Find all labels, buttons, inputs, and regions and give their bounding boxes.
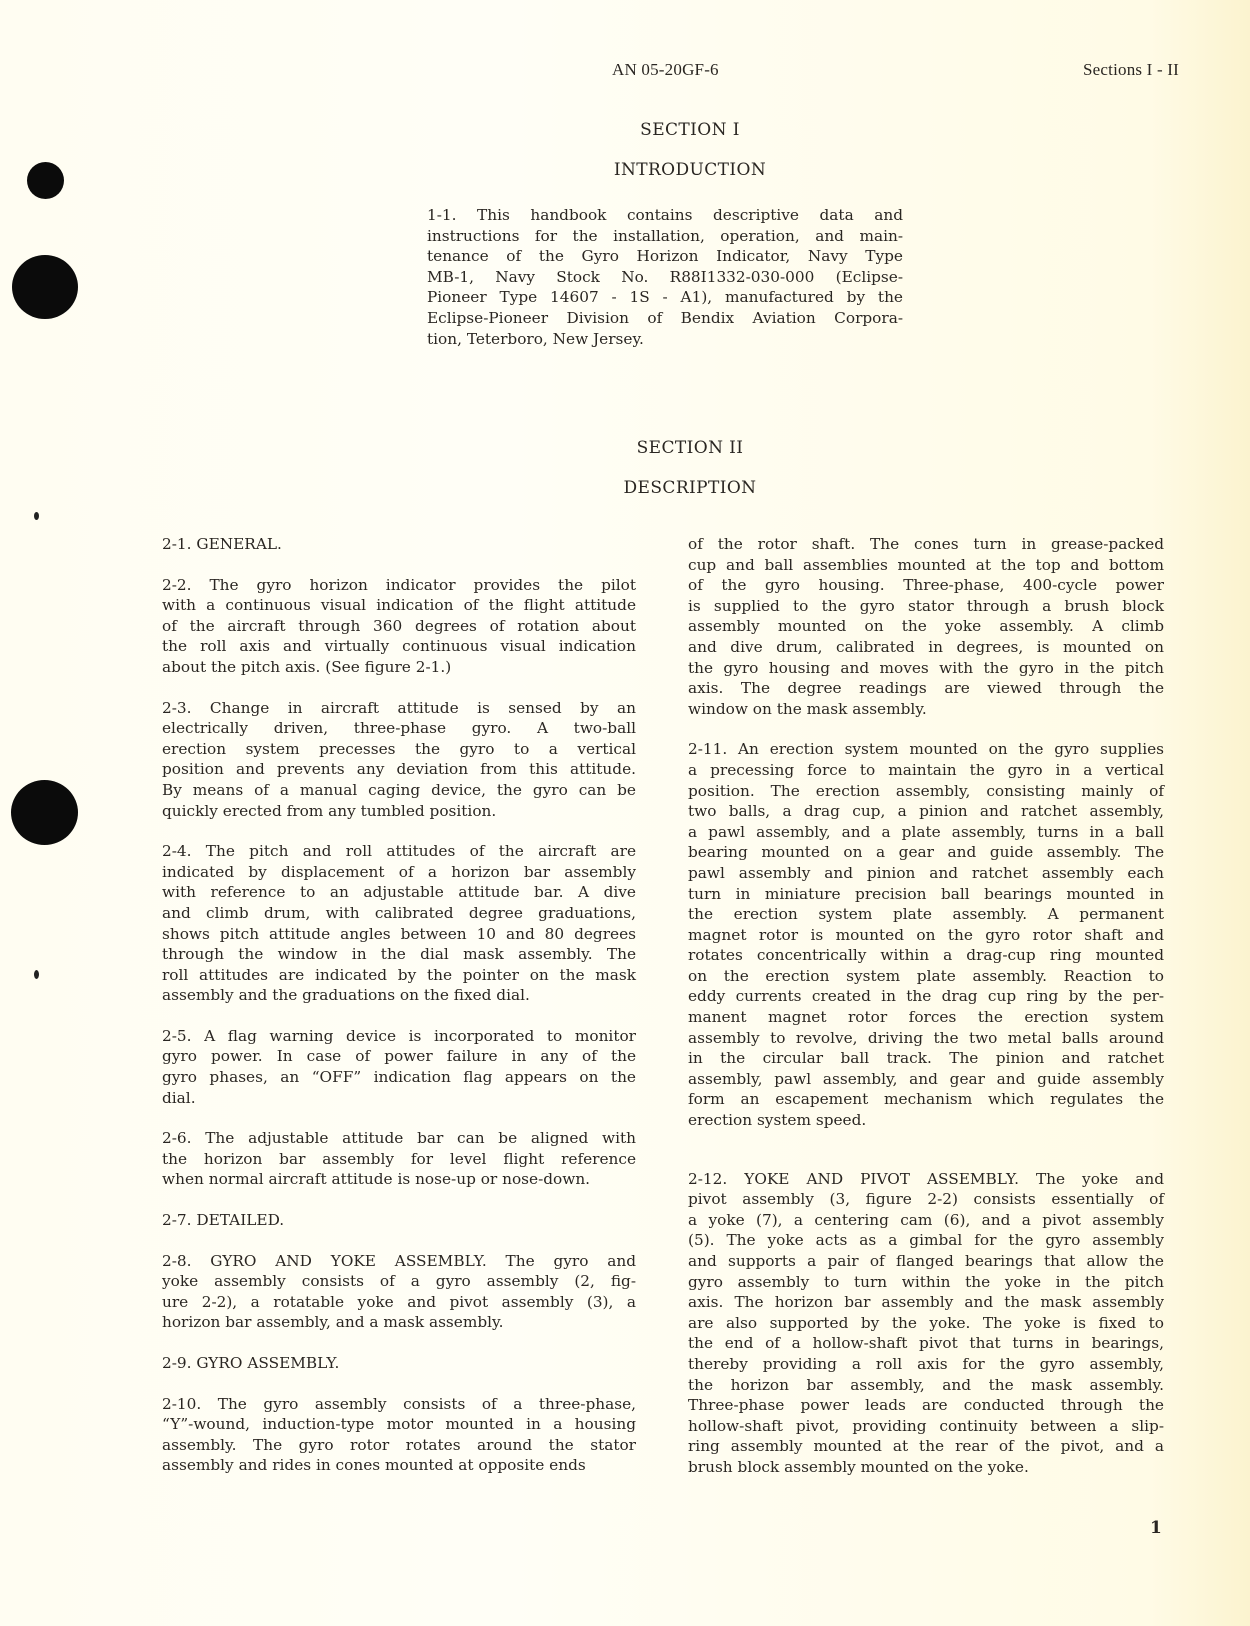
- text-line: ure 2-2), a rotatable yoke and pivot assembly (3), a: [162, 1292, 636, 1311]
- paragraph-2-9: [162, 1353, 636, 1374]
- text-line: Eclipse-Pioneer Division of Bendix Aviation Corpora-: [427, 308, 903, 327]
- text-line: instructions for the installation, operation, and main-: [427, 226, 903, 245]
- text-line: magnet rotor is mounted on the gyro rotor shaft and: [688, 925, 1164, 944]
- text-line: tion, Teterboro, New Jersey.: [427, 329, 644, 348]
- intro-paragraph: [427, 205, 903, 370]
- text-line: Pioneer Type 14607 - 1S - A1), manufactured by the: [427, 288, 903, 307]
- text-line: a yoke (7), a centering cam (6), and a pivot assembly: [688, 1210, 1164, 1229]
- paragraph-2-10-cont: [688, 534, 1164, 719]
- text-line: the end of a hollow-shaft pivot that turns in bearings,: [688, 1334, 1164, 1353]
- text-line: (5). The yoke acts as a gimbal for the gyro assembly: [688, 1231, 1164, 1250]
- text-line: erection system precesses the gyro to a vertical: [162, 739, 636, 758]
- text-line: dial.: [162, 1088, 196, 1107]
- text-line: 2-11. An erection system mounted on the gyro supplies: [688, 740, 1164, 759]
- text-line: and supports a pair of flanged bearings that allow the: [688, 1252, 1164, 1270]
- text-line: the roll axis and virtually continuous visual indication: [162, 637, 636, 656]
- right-column: [688, 534, 1164, 1478]
- text-line: shows pitch attitude angles between 10 and 80 degrees: [162, 924, 636, 943]
- text-line: By means of a manual caging device, the gyro can be: [162, 780, 636, 799]
- scan-speck: [34, 970, 39, 979]
- text-line: the gyro housing and moves with the gyro in the pitch: [688, 658, 1164, 677]
- text-line: with reference to an adjustable attitude bar. A dive: [162, 883, 636, 902]
- section-1-subtitle: INTRODUCTION: [613, 160, 767, 180]
- text-line: eddy currents created in the drag cup ring by the per-: [688, 987, 1164, 1006]
- text-line: 2-10. The gyro assembly consists of a three-phase,: [162, 1394, 636, 1413]
- document-number: AN 05-20GF-6: [612, 60, 719, 79]
- text-line: 2-8. GYRO AND YOKE ASSEMBLY. The gyro and: [162, 1251, 636, 1270]
- punch-hole-3: [11, 780, 78, 845]
- paragraph-2-1: [162, 534, 636, 555]
- text-line: and climb drum, with calibrated degree graduations,: [162, 903, 636, 922]
- text-line: 2-6. The adjustable attitude bar can be aligned with: [162, 1129, 636, 1148]
- paragraph-2-4: [162, 841, 636, 1006]
- text-line: on the erection system plate assembly. Reaction to: [688, 966, 1164, 985]
- text-line: assembly and the graduations on the fixed dial.: [162, 986, 530, 1005]
- text-line: pawl assembly and pinion and ratchet assembly each: [688, 863, 1164, 882]
- paragraph-2-10: [162, 1394, 636, 1476]
- text-line: brush block assembly mounted on the yoke.: [688, 1457, 1029, 1476]
- text-line: “Y”-wound, induction-type motor mounted in a housing: [162, 1415, 636, 1434]
- text-line: tenance of the Gyro Horizon Indicator, Navy Type: [427, 247, 903, 266]
- text-line: and dive drum, calibrated in degrees, is mounted on: [688, 637, 1164, 656]
- text-line: a precessing force to maintain the gyro in a vertical: [688, 760, 1164, 779]
- text-line: 2-2. The gyro horizon indicator provides the pilot: [162, 575, 636, 594]
- text-line: 2-7. DETAILED.: [162, 1211, 285, 1230]
- text-line: a pawl assembly, and a plate assembly, turns in a ball: [688, 822, 1164, 841]
- text-line: assembly mounted on the yoke assembly. A climb: [688, 617, 1164, 636]
- text-line: of the rotor shaft. The cones turn in grease-packed: [688, 535, 1164, 553]
- text-line: turn in miniature precision ball bearings mounted in: [688, 884, 1164, 903]
- text-line: when normal aircraft attitude is nose-up or nose-down.: [162, 1170, 591, 1189]
- text-line: 2-3. Change in aircraft attitude is sensed by an: [162, 698, 636, 717]
- text-line: are also supported by the yoke. The yoke is fixed to: [688, 1313, 1164, 1332]
- text-line: 2-12. YOKE AND PIVOT ASSEMBLY. The yoke and: [688, 1169, 1164, 1188]
- text-line: 1-1. This handbook contains descriptive data and: [427, 206, 903, 224]
- text-line: pivot assembly (3, figure 2-2) consists essentially of: [688, 1190, 1164, 1209]
- paragraph-2-3: [162, 698, 636, 822]
- text-line: electrically driven, three-phase gyro. A two-ball: [162, 719, 636, 738]
- text-line: two balls, a drag cup, a pinion and ratchet assembly,: [688, 802, 1164, 821]
- text-line: roll attitudes are indicated by the pointer on the mask: [162, 965, 636, 984]
- text-line: the horizon bar assembly for level flight reference: [162, 1149, 636, 1168]
- paragraph-1-1: [427, 205, 903, 349]
- text-line: through the window in the dial mask assembly. The: [162, 945, 636, 964]
- text-line: assembly. The gyro rotor rotates around the stator: [162, 1435, 636, 1454]
- paragraph-2-8: [162, 1251, 636, 1333]
- text-line: gyro power. In case of power failure in any of the: [162, 1047, 636, 1066]
- text-line: the erection system plate assembly. A permanent: [688, 905, 1164, 924]
- text-line: thereby providing a roll axis for the gyro assembly,: [688, 1354, 1164, 1373]
- paragraph-2-12: [688, 1169, 1164, 1478]
- text-line: is supplied to the gyro stator through a brush block: [688, 596, 1164, 615]
- text-line: 2-1. GENERAL.: [162, 535, 282, 553]
- text-line: axis. The degree readings are viewed through the: [688, 679, 1164, 698]
- text-line: assembly and rides in cones mounted at opposite ends: [162, 1456, 586, 1475]
- text-line: gyro assembly to turn within the yoke in the pitch: [688, 1272, 1164, 1291]
- text-line: hollow-shaft pivot, providing continuity between a slip-: [688, 1416, 1164, 1435]
- text-line: gyro phases, an “OFF” indication flag appears on the: [162, 1068, 636, 1087]
- paragraph-2-6: [162, 1128, 636, 1190]
- paragraph-2-2: [162, 575, 636, 678]
- text-line: manent magnet rotor forces the erection system: [688, 1008, 1164, 1027]
- text-line: position and prevents any deviation from this attitude.: [162, 760, 636, 779]
- text-line: bearing mounted on a gear and guide assembly. The: [688, 843, 1164, 862]
- text-line: 2-5. A flag warning device is incorporated to monitor: [162, 1026, 636, 1045]
- text-line: cup and ball assemblies mounted at the top and bottom: [688, 555, 1164, 574]
- punch-hole-2: [12, 255, 78, 319]
- text-line: horizon bar assembly, and a mask assembly.: [162, 1313, 504, 1332]
- text-line: assembly, pawl assembly, and gear and guide assembly: [688, 1069, 1164, 1088]
- text-line: indicated by displacement of a horizon bar assembly: [162, 862, 636, 881]
- text-line: of the aircraft through 360 degrees of rotation about: [162, 616, 636, 635]
- text-line: ring assembly mounted at the rear of the pivot, and a: [688, 1437, 1164, 1456]
- text-line: the horizon bar assembly, and the mask assembly.: [688, 1375, 1164, 1394]
- paragraph-2-11: [688, 739, 1164, 1130]
- text-line: assembly to revolve, driving the two metal balls around: [688, 1028, 1164, 1047]
- text-line: erection system speed.: [688, 1111, 867, 1130]
- text-line: rotates concentrically within a drag-cup ring mounted: [688, 946, 1164, 965]
- section-2-title: SECTION II: [636, 438, 744, 458]
- paragraph-2-5: [162, 1026, 636, 1108]
- text-line: window on the mask assembly.: [688, 699, 927, 718]
- text-line: Three-phase power leads are conducted through the: [688, 1396, 1164, 1415]
- text-line: in the circular ball track. The pinion and ratchet: [688, 1049, 1164, 1068]
- scan-speck: [34, 512, 39, 520]
- sections-label: Sections I - II: [1083, 60, 1180, 79]
- text-line: yoke assembly consists of a gyro assembly (2, fig-: [162, 1272, 636, 1291]
- text-line: quickly erected from any tumbled position.: [162, 801, 497, 820]
- paragraph-2-7: [162, 1210, 636, 1231]
- text-line: position. The erection assembly, consisting mainly of: [688, 781, 1164, 800]
- text-line: form an escapement mechanism which regulates the: [688, 1090, 1164, 1109]
- section-2-subtitle: DESCRIPTION: [623, 478, 757, 498]
- text-line: MB-1, Navy Stock No. R88I1332-030-000 (Eclipse-: [427, 267, 903, 286]
- text-line: of the gyro housing. Three-phase, 400-cycle power: [688, 576, 1164, 595]
- text-line: 2-4. The pitch and roll attitudes of the aircraft are: [162, 842, 636, 861]
- section-1-title: SECTION I: [640, 120, 740, 140]
- text-line: with a continuous visual indication of the flight attitude: [162, 596, 636, 615]
- page-number: 1: [1150, 1518, 1162, 1538]
- text-line: axis. The horizon bar assembly and the mask assembly: [688, 1293, 1164, 1312]
- text-line: about the pitch axis. (See figure 2-1.): [162, 657, 452, 676]
- left-column: [162, 534, 636, 1476]
- text-line: 2-9. GYRO ASSEMBLY.: [162, 1354, 340, 1372]
